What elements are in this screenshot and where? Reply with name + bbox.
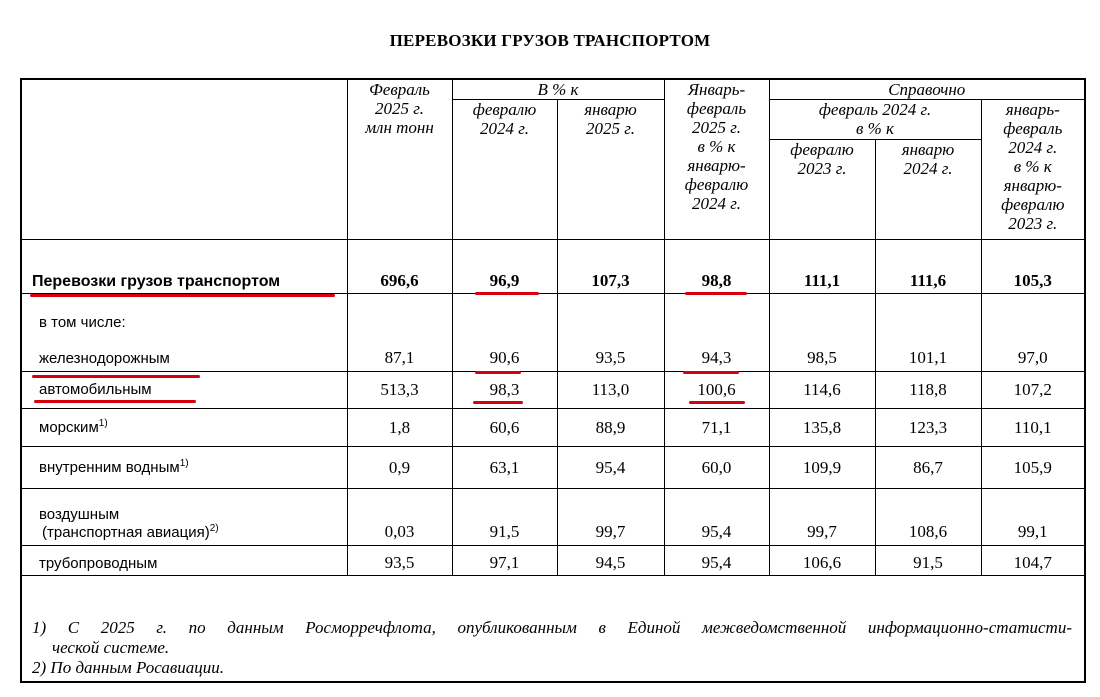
hdr-line: 2024 г. — [480, 119, 529, 138]
hdr-line: 2025 г. — [692, 118, 741, 137]
highlight-underline — [475, 292, 539, 295]
hdr-line: в % к — [1013, 157, 1052, 176]
cell: 114,6 — [769, 372, 875, 409]
header-jan-feb-2025 — [664, 80, 769, 240]
hdr-line: февраль — [1003, 119, 1063, 138]
footnote-2: 2) По данным Росавиации. — [32, 658, 225, 677]
row-label — [22, 294, 347, 372]
cell: 1,8 — [347, 409, 452, 447]
cell: 0,9 — [347, 447, 452, 489]
header-blank — [22, 80, 347, 240]
cell-value: 96,9 — [489, 271, 520, 290]
cell: 91,5 — [875, 546, 981, 576]
header-feb-2025 — [347, 80, 452, 240]
hdr-line: Январь- — [687, 80, 746, 99]
highlight-underline — [32, 375, 200, 378]
row-label-text: морским — [39, 419, 99, 437]
highlight-underline — [30, 294, 335, 297]
cell: 0,03 — [347, 489, 452, 546]
cell: 106,6 — [769, 546, 875, 576]
table-row-pipeline — [22, 546, 1084, 576]
cell: 87,1 — [347, 294, 452, 372]
row-label — [22, 447, 347, 489]
cell: 105,3 — [981, 240, 1084, 294]
highlight-underline — [683, 371, 739, 374]
cell: 94,5 — [557, 546, 664, 576]
hdr-line: 2023 г. — [797, 159, 847, 178]
cell: 95,4 — [557, 447, 664, 489]
cell: 99,7 — [557, 489, 664, 546]
table-row-rail — [22, 294, 1084, 372]
cell: 107,3 — [557, 240, 664, 294]
hdr-line: 2024 г. — [1008, 138, 1058, 157]
hdr-line: февралю — [1001, 195, 1065, 214]
footnotes — [32, 618, 1072, 678]
footnote-ref: 1) — [179, 457, 189, 469]
row-label-text: трубопроводным — [39, 555, 158, 572]
cell: 95,4 — [664, 546, 769, 576]
cell: 97,1 — [452, 546, 557, 576]
footnote-1: 1) С 2025 г. по данным Росморречфлота, опубликованным в Единой межведомственной информационно-статисти- — [32, 618, 1072, 637]
cell: 111,1 — [769, 240, 875, 294]
hdr-line: млн тонн — [365, 118, 434, 137]
freight-table — [22, 80, 1084, 576]
table-row-sea — [22, 409, 1084, 447]
row-label-text: автомобильным — [39, 381, 152, 398]
hdr-line: 2025 г. — [586, 119, 635, 138]
hdr-line: февраль 2024 г. — [818, 100, 932, 119]
table-row-total — [22, 240, 1084, 294]
header-jan-2024 — [875, 140, 981, 240]
hdr-line: февралю — [684, 175, 749, 194]
cell: 97,0 — [981, 294, 1084, 372]
cell: 91,5 — [452, 489, 557, 546]
row-label-text: внутренним водным — [39, 459, 180, 477]
cell — [452, 240, 557, 294]
cell: 101,1 — [875, 294, 981, 372]
hdr-line: Февраль — [369, 80, 430, 99]
cell — [664, 240, 769, 294]
cell: 111,6 — [875, 240, 981, 294]
cell: 105,9 — [981, 447, 1084, 489]
cell: 88,9 — [557, 409, 664, 447]
highlight-underline — [689, 401, 745, 404]
row-label — [22, 546, 347, 576]
hdr-line: февралю — [790, 140, 854, 159]
header-group-pct: В % к — [452, 80, 664, 100]
cell-value: 90,6 — [489, 348, 520, 367]
hdr-line: в % к — [697, 137, 736, 156]
footnote-ref: 1) — [98, 417, 108, 429]
cell: 60,6 — [452, 409, 557, 447]
hdr-line: январю- — [1003, 176, 1062, 195]
hdr-line: февраль — [686, 99, 747, 118]
hdr-line: 2024 г. — [903, 159, 953, 178]
cell-value: 100,6 — [697, 380, 736, 399]
cell: 60,0 — [664, 447, 769, 489]
hdr-line: январь- — [1005, 100, 1060, 119]
including-label: в том числе: — [39, 314, 126, 331]
highlight-underline — [473, 401, 523, 404]
footnote-1-cont: ческой системе. — [52, 638, 170, 657]
cell: 123,3 — [875, 409, 981, 447]
cell: 107,2 — [981, 372, 1084, 409]
row-label — [22, 240, 347, 294]
row-label-text: Перевозки грузов транспортом — [32, 273, 281, 290]
row-label-text-2: (транспортная авиация) — [42, 524, 210, 541]
cell: 135,8 — [769, 409, 875, 447]
hdr-line: 2024 г. — [692, 194, 741, 213]
cell: 108,6 — [875, 489, 981, 546]
cell: 98,5 — [769, 294, 875, 372]
row-label-text: железнодорожным — [39, 350, 170, 367]
cell-value: 98,8 — [701, 271, 732, 290]
cell: 104,7 — [981, 546, 1084, 576]
hdr-line: 2023 г. — [1008, 214, 1058, 233]
cell-value: 98,3 — [489, 380, 520, 399]
cell: 118,8 — [875, 372, 981, 409]
cell — [452, 372, 557, 409]
hdr-line: январю — [901, 140, 955, 159]
hdr-line: в % к — [856, 119, 894, 138]
header-subgroup-ref — [769, 100, 981, 140]
highlight-underline — [685, 292, 747, 295]
header-jan-2025 — [557, 100, 664, 240]
cell: 109,9 — [769, 447, 875, 489]
cell: 110,1 — [981, 409, 1084, 447]
header-feb-2023 — [769, 140, 875, 240]
cell — [452, 294, 557, 372]
row-label — [22, 409, 347, 447]
hdr-line: январю — [584, 100, 637, 119]
cell: 99,1 — [981, 489, 1084, 546]
page-title: ПЕРЕВОЗКИ ГРУЗОВ ТРАНСПОРТОМ — [389, 31, 711, 50]
cell: 113,0 — [557, 372, 664, 409]
cell: 93,5 — [347, 546, 452, 576]
hdr-line: январю- — [687, 156, 746, 175]
header-jan-feb-2024 — [981, 100, 1084, 240]
header-feb-2024 — [452, 100, 557, 240]
cell: 63,1 — [452, 447, 557, 489]
cell-value: 94,3 — [701, 348, 732, 367]
cell — [664, 294, 769, 372]
cell: 95,4 — [664, 489, 769, 546]
header-group-ref: Справочно — [769, 80, 1084, 100]
table-row-inland — [22, 447, 1084, 489]
hdr-line: 2025 г. — [375, 99, 424, 118]
cell: 99,7 — [769, 489, 875, 546]
cell: 513,3 — [347, 372, 452, 409]
hdr-line: февралю — [472, 100, 537, 119]
cell: 71,1 — [664, 409, 769, 447]
cell: 93,5 — [557, 294, 664, 372]
cell — [664, 372, 769, 409]
cell: 696,6 — [347, 240, 452, 294]
table-row-air — [22, 489, 1084, 546]
row-label — [22, 489, 347, 546]
cell: 86,7 — [875, 447, 981, 489]
footnote-ref: 2) — [209, 523, 219, 534]
highlight-underline — [475, 371, 521, 374]
row-label-text: воздушным — [39, 506, 120, 523]
highlight-underline — [34, 400, 196, 403]
